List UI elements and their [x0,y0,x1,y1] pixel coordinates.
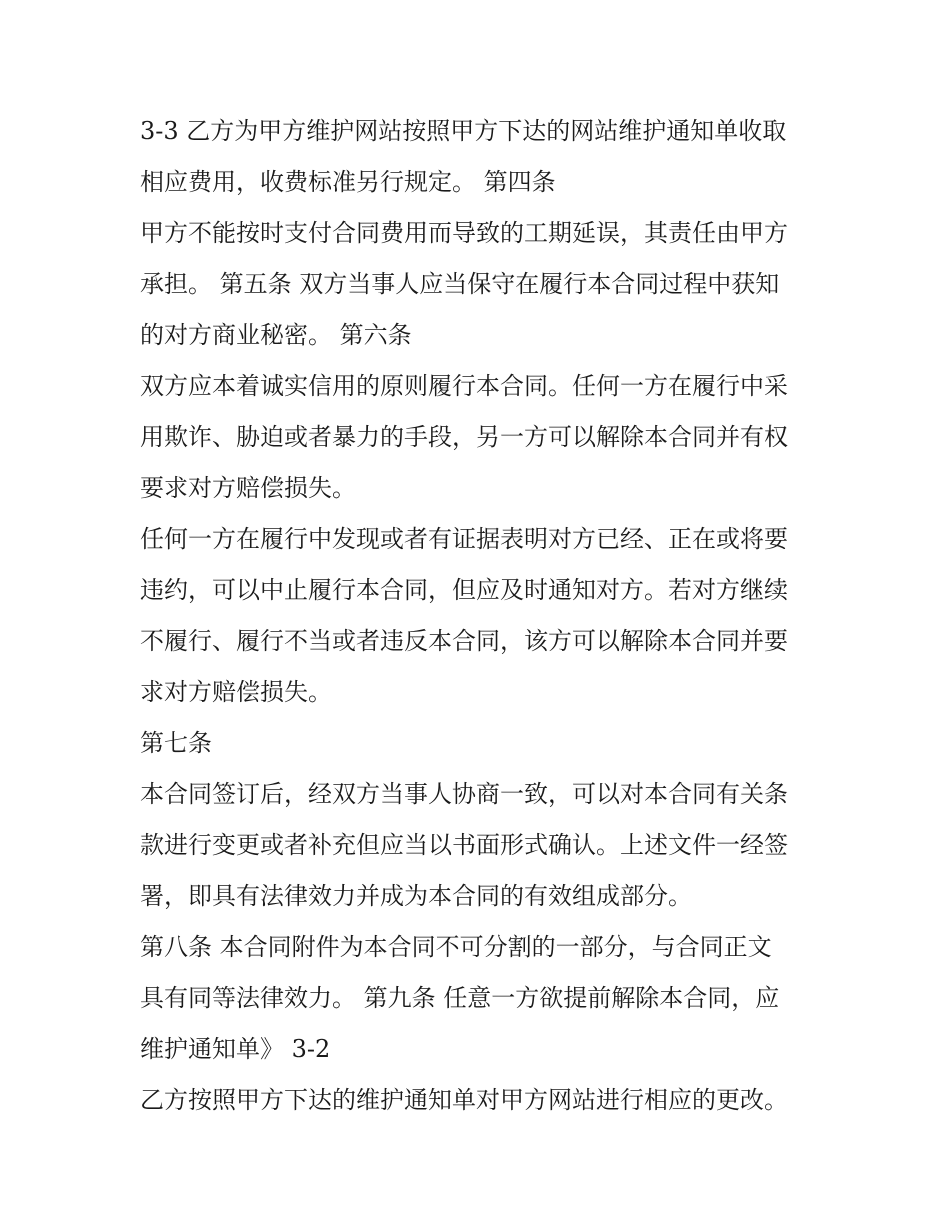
text-line: 第八条 本合同附件为本合同不可分割的一部分，与合同正文 [140,933,772,961]
paragraph-clause-3-3 [140,106,830,208]
text-line: 用欺诈、胁迫或者暴力的手段，另一方可以解除本合同并有权 [140,423,788,451]
text-line: 违约，可以中止履行本合同，但应及时通知对方。若对方继续 [140,576,788,604]
text-line: 双方应本着诚实信用的原则履行本合同。任何一方在履行中采 [140,372,788,400]
text-line: 具有同等法律效力。 第九条 任意一方欲提前解除本合同，应 [140,984,780,1012]
text-line: 署，即具有法律效力并成为本合同的有效组成部分。 [140,882,692,910]
paragraph-clause-7 [140,769,830,922]
text-line: 求对方赔偿损失。 [140,678,332,706]
text-line: 本合同签订后，经双方当事人协商一致，可以对本合同有关条 [140,780,788,808]
paragraph-clause-6-b [140,514,830,718]
text-line: 维护通知单》 3-2 [140,1035,331,1063]
text-line: 任何一方在履行中发现或者有证据表明对方已经、正在或将要 [140,525,788,553]
text-line: 第七条 [140,729,212,757]
text-line: 的对方商业秘密。 第六条 [140,321,412,349]
text-line: 3-3 乙方为甲方维护网站按照甲方下达的网站维护通知单收取 [140,117,787,145]
text-line: 不履行、履行不当或者违反本合同，该方可以解除本合同并要 [140,627,788,655]
paragraph-clause-8-9 [140,922,830,1075]
paragraph-clause-3-2 [140,1075,830,1126]
paragraph-clause-6-a [140,361,830,514]
text-line: 款进行变更或者补充但应当以书面形式确认。上述文件一经签 [140,831,788,859]
paragraph-clause-4-5 [140,208,830,361]
clause-heading-7 [140,718,830,769]
text-line: 承担。 第五条 双方当事人应当保守在履行本合同过程中获知 [140,270,780,298]
document-body [140,106,830,1126]
text-line: 相应费用，收费标准另行规定。 第四条 [140,168,556,196]
text-line: 甲方不能按时支付合同费用而导致的工期延误，其责任由甲方 [140,219,788,247]
text-line: 乙方按照甲方下达的维护通知单对甲方网站进行相应的更改。 [140,1086,788,1114]
text-line: 要求对方赔偿损失。 [140,474,356,502]
